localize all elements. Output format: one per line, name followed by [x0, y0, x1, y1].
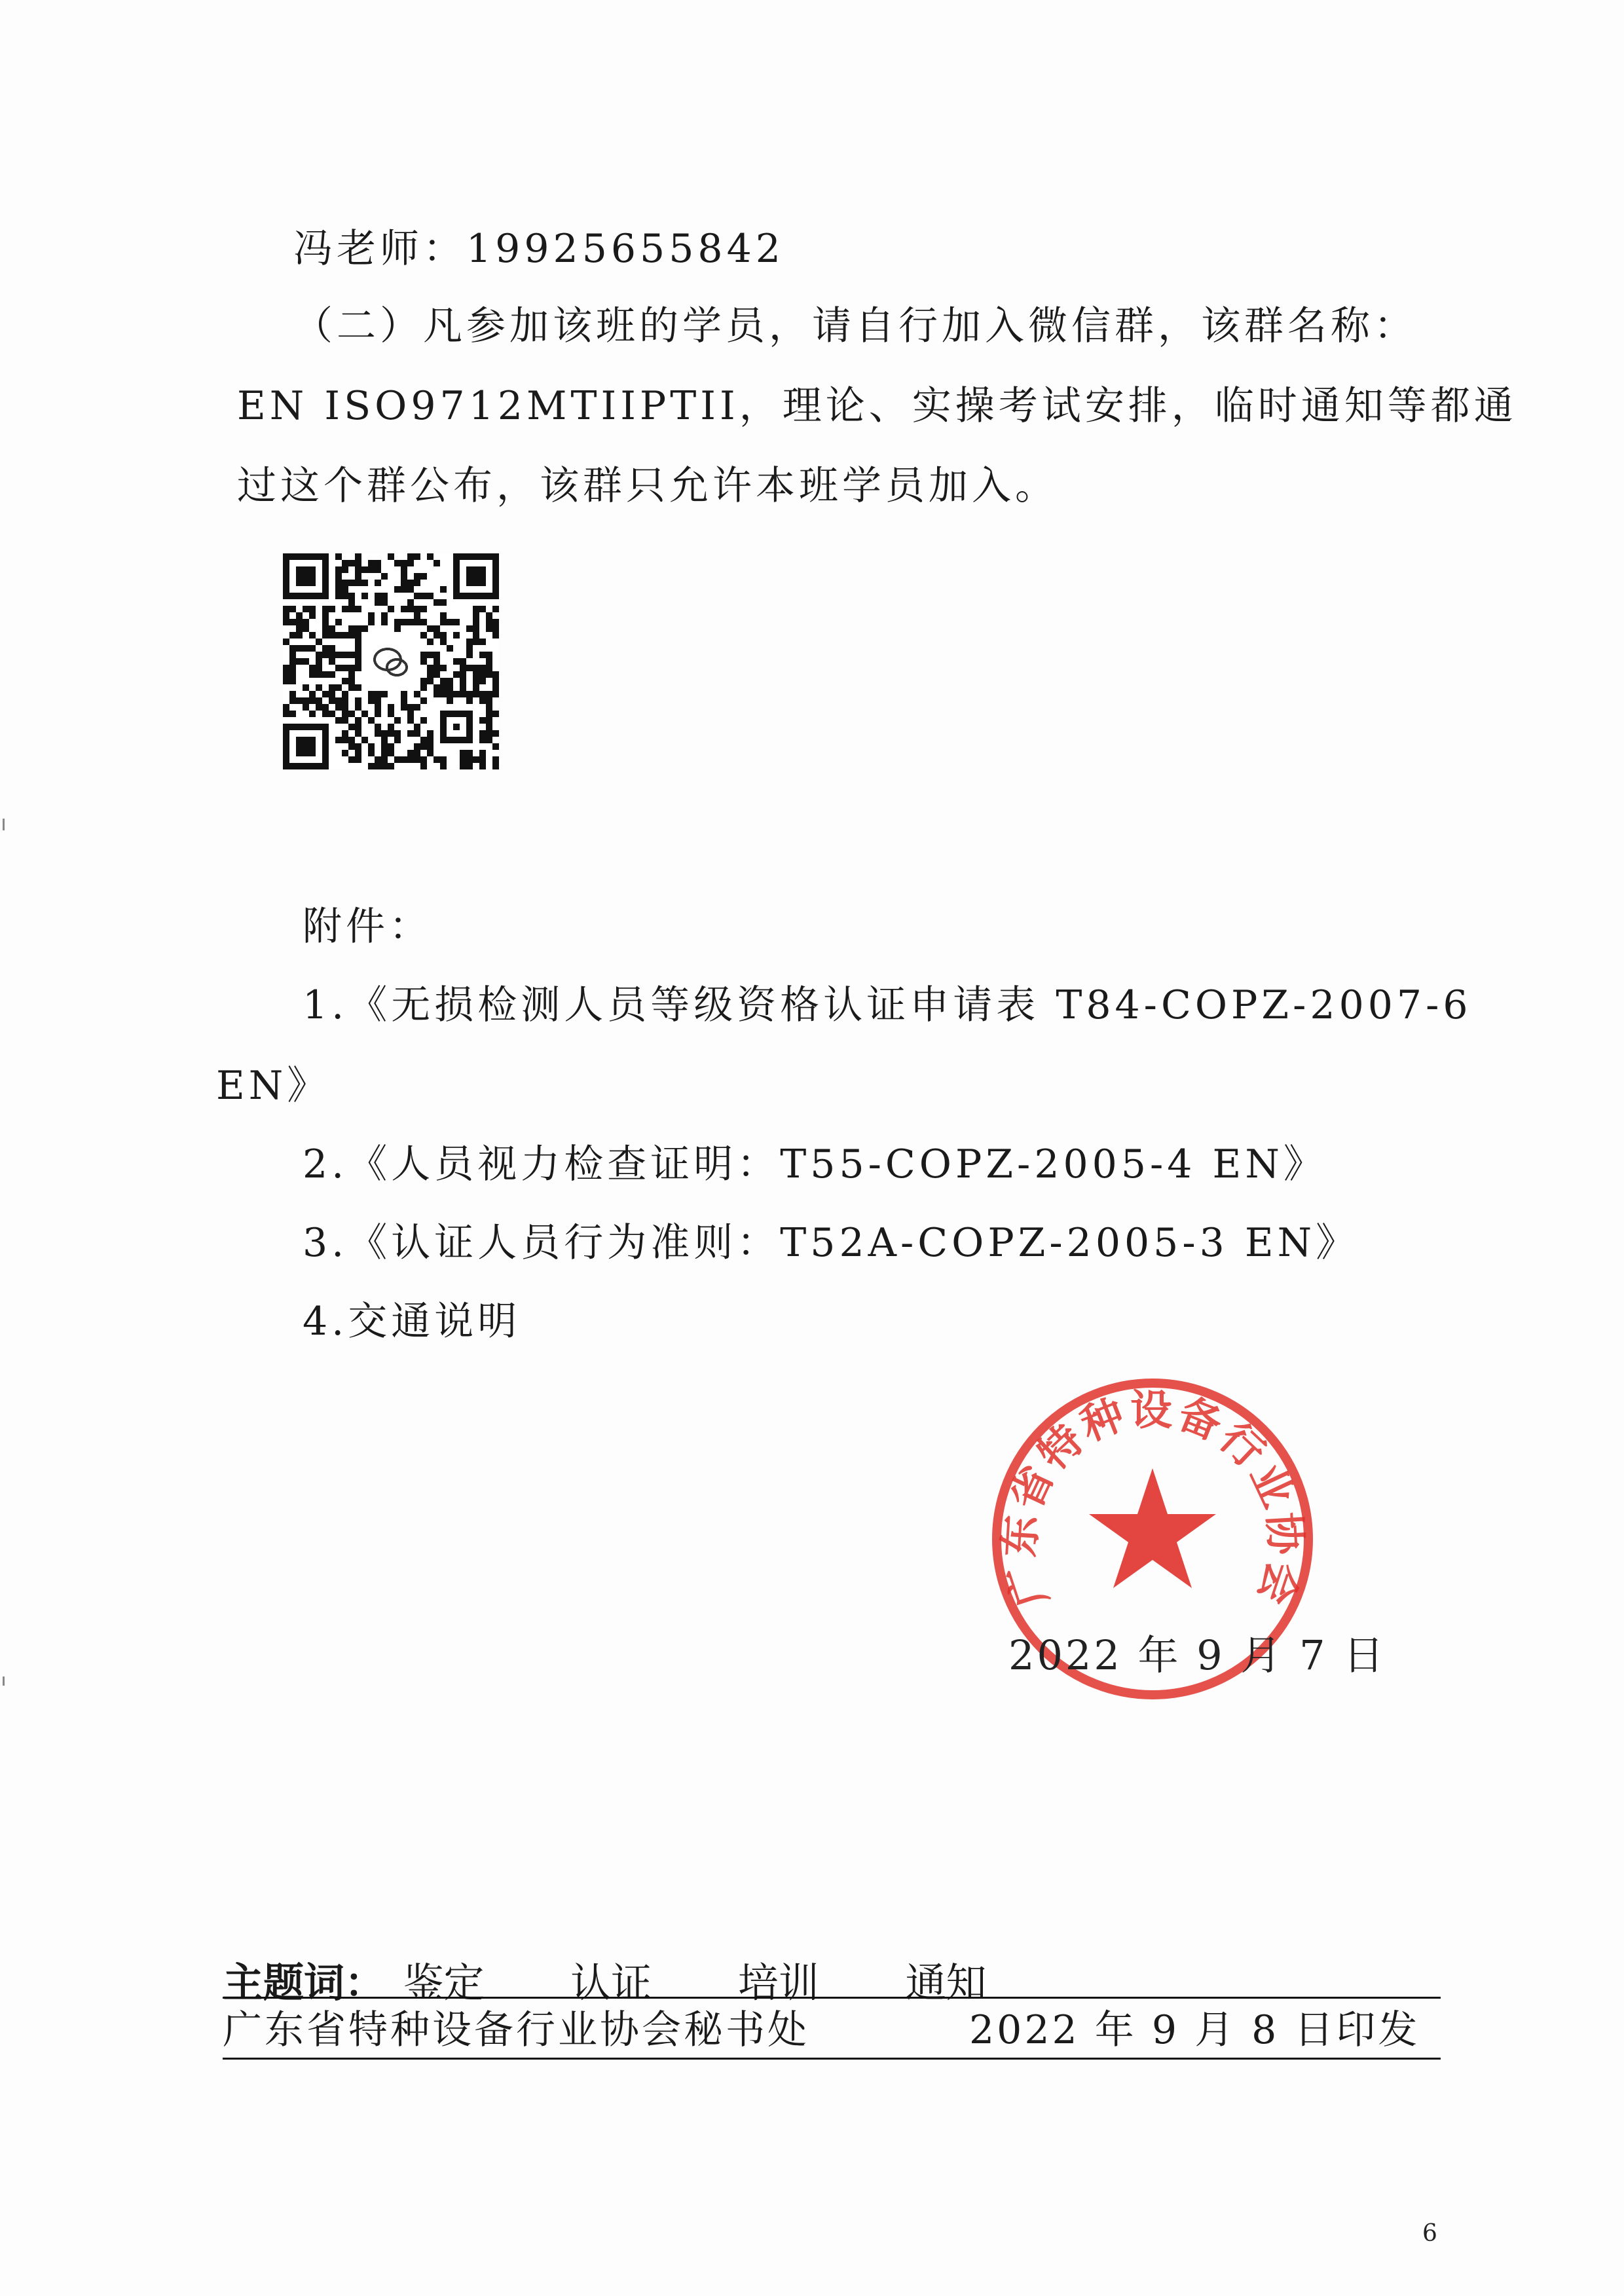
section2-line3: 过这个群公布，该群只允许本班学员加入。: [237, 463, 1058, 509]
footer-divider: [223, 1997, 1441, 1999]
footer-bottom-rule: [223, 2058, 1441, 2060]
keywords-row: [223, 1950, 1441, 2007]
keywords-label: 主题词：: [223, 1959, 386, 2007]
seal-text: 广东省特种设备行业协会: [995, 1386, 1310, 1613]
attachment-item-2: 2.《人员视力检查证明：T55-COPZ-2005-4 EN》: [303, 1141, 1327, 1187]
scan-edge-mark: [3, 1676, 5, 1686]
keyword: 鉴定: [403, 1959, 485, 2007]
attachment-item-4: 4.交通说明: [303, 1299, 521, 1344]
page-number: 6: [1422, 2220, 1437, 2247]
keyword: 培训: [737, 1959, 819, 2007]
contact-line: 冯老师：19925655842: [293, 226, 784, 272]
section2-line1: （二）凡参加该班的学员，请自行加入微信群，该群名称：: [293, 303, 1417, 349]
issuer-row: [223, 2007, 1441, 2053]
attachment-item-1-cont: EN》: [216, 1063, 331, 1109]
section2-line2: EN ISO9712MTIIPTII，理论、实操考试安排，临时通知等都通: [237, 383, 1517, 429]
issuer-name: 广东省特种设备行业协会秘书处: [223, 2007, 809, 2053]
keyword: 认证: [570, 1959, 652, 2007]
signature-date: 2022 年 9 月 7 日: [1008, 1631, 1387, 1679]
attachments-heading: 附件：: [303, 904, 432, 950]
attachment-item-1: 1.《无损检测人员等级资格认证申请表 T84-COPZ-2007-6: [303, 982, 1472, 1028]
scan-edge-mark: [3, 819, 5, 830]
attachment-item-3: 3.《认证人员行为准则：T52A-COPZ-2005-3 EN》: [303, 1220, 1359, 1266]
keyword: 通知: [905, 1959, 987, 2007]
wechat-group-qr-code[interactable]: [283, 553, 499, 769]
issue-date: 2022 年 9 月 8 日印发: [969, 2007, 1420, 2053]
seal-star-icon: [1089, 1468, 1216, 1588]
